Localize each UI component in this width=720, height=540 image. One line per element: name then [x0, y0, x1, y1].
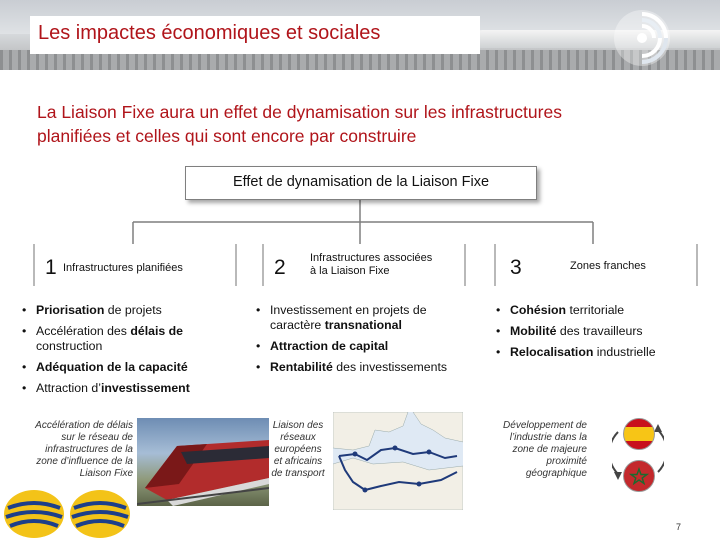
- caption-line: réseaux: [280, 432, 316, 443]
- caption-line: l’industrie dans la: [509, 432, 587, 443]
- spain-flag-icon: [623, 418, 655, 450]
- list-item: • Investissement en projets de caractère transnational: [256, 303, 471, 333]
- caption-line: zone d’influence de la: [36, 456, 133, 467]
- column-2-header: [262, 244, 466, 286]
- list-item: • Adéquation de la capacité: [22, 360, 252, 375]
- caption-line: proximité: [546, 456, 587, 467]
- column-3-heading: Zones franches: [570, 260, 646, 272]
- column-1-caption: [20, 420, 133, 480]
- list-item: • Accélération des délais de construction: [22, 324, 252, 354]
- caption-line: zone de majeure: [512, 444, 587, 455]
- caption-line: européens: [274, 444, 322, 455]
- column-3-caption: [480, 420, 587, 480]
- bottom-logo-icon: [2, 484, 132, 540]
- page-number: 7: [676, 522, 682, 532]
- caption-line: et africains: [273, 456, 323, 467]
- column-2-heading-line-1: Infrastructures associées: [310, 252, 433, 264]
- list-item: • Priorisation de projets: [22, 303, 252, 318]
- column-2-heading-line-2: à la Liaison Fixe: [310, 265, 390, 277]
- intro-line-2: planifiées et celles qui sont encore par construire: [37, 126, 417, 146]
- list-item: • Cohésion territoriale: [496, 303, 706, 318]
- column-3-number: 3: [510, 256, 522, 279]
- morocco-flag-icon: [623, 460, 655, 492]
- list-item: • Mobilité des travailleurs: [496, 324, 706, 339]
- caption-line: Développement de: [503, 420, 587, 431]
- column-2-caption: [262, 420, 334, 480]
- caption-line: Accélération de délais: [35, 420, 133, 431]
- column-1-bullets: [22, 303, 252, 396]
- high-speed-train-photo-icon: [137, 418, 269, 506]
- caption-line: géographique: [525, 468, 587, 479]
- column-2-heading: [310, 252, 432, 278]
- list-item: • Rentabilité des investissements: [256, 360, 471, 375]
- intro-line-1: La Liaison Fixe aura un effet de dynamisation sur les infrastructures: [37, 102, 562, 122]
- column-3-bullets: [496, 303, 706, 360]
- effect-box-label: Effet de dynamisation de la Liaison Fixe: [232, 174, 490, 190]
- caption-line: sur le réseau de: [61, 432, 133, 443]
- list-item: • Relocalisation industrielle: [496, 345, 706, 360]
- caption-line: Liaison des: [272, 420, 324, 431]
- caption-line: Liaison Fixe: [79, 468, 133, 479]
- column-2-bullets: [256, 303, 471, 375]
- column-1-header: [33, 244, 237, 286]
- column-2-number: 2: [274, 256, 286, 279]
- list-item: • Attraction de capital: [256, 339, 471, 354]
- effect-box: [185, 166, 537, 200]
- mediterranean-map-icon: [333, 412, 463, 510]
- column-1-number: 1: [45, 256, 57, 279]
- column-3-header: [494, 244, 698, 286]
- page-title: Les impactes économiques et sociales: [38, 22, 381, 44]
- caption-line: infrastructures de la: [45, 444, 133, 455]
- caption-line: de transport: [271, 468, 325, 479]
- flags-cycle: [612, 412, 664, 492]
- column-1-heading: Infrastructures planifiées: [63, 262, 183, 274]
- list-item: • Attraction d’investissement: [22, 381, 252, 396]
